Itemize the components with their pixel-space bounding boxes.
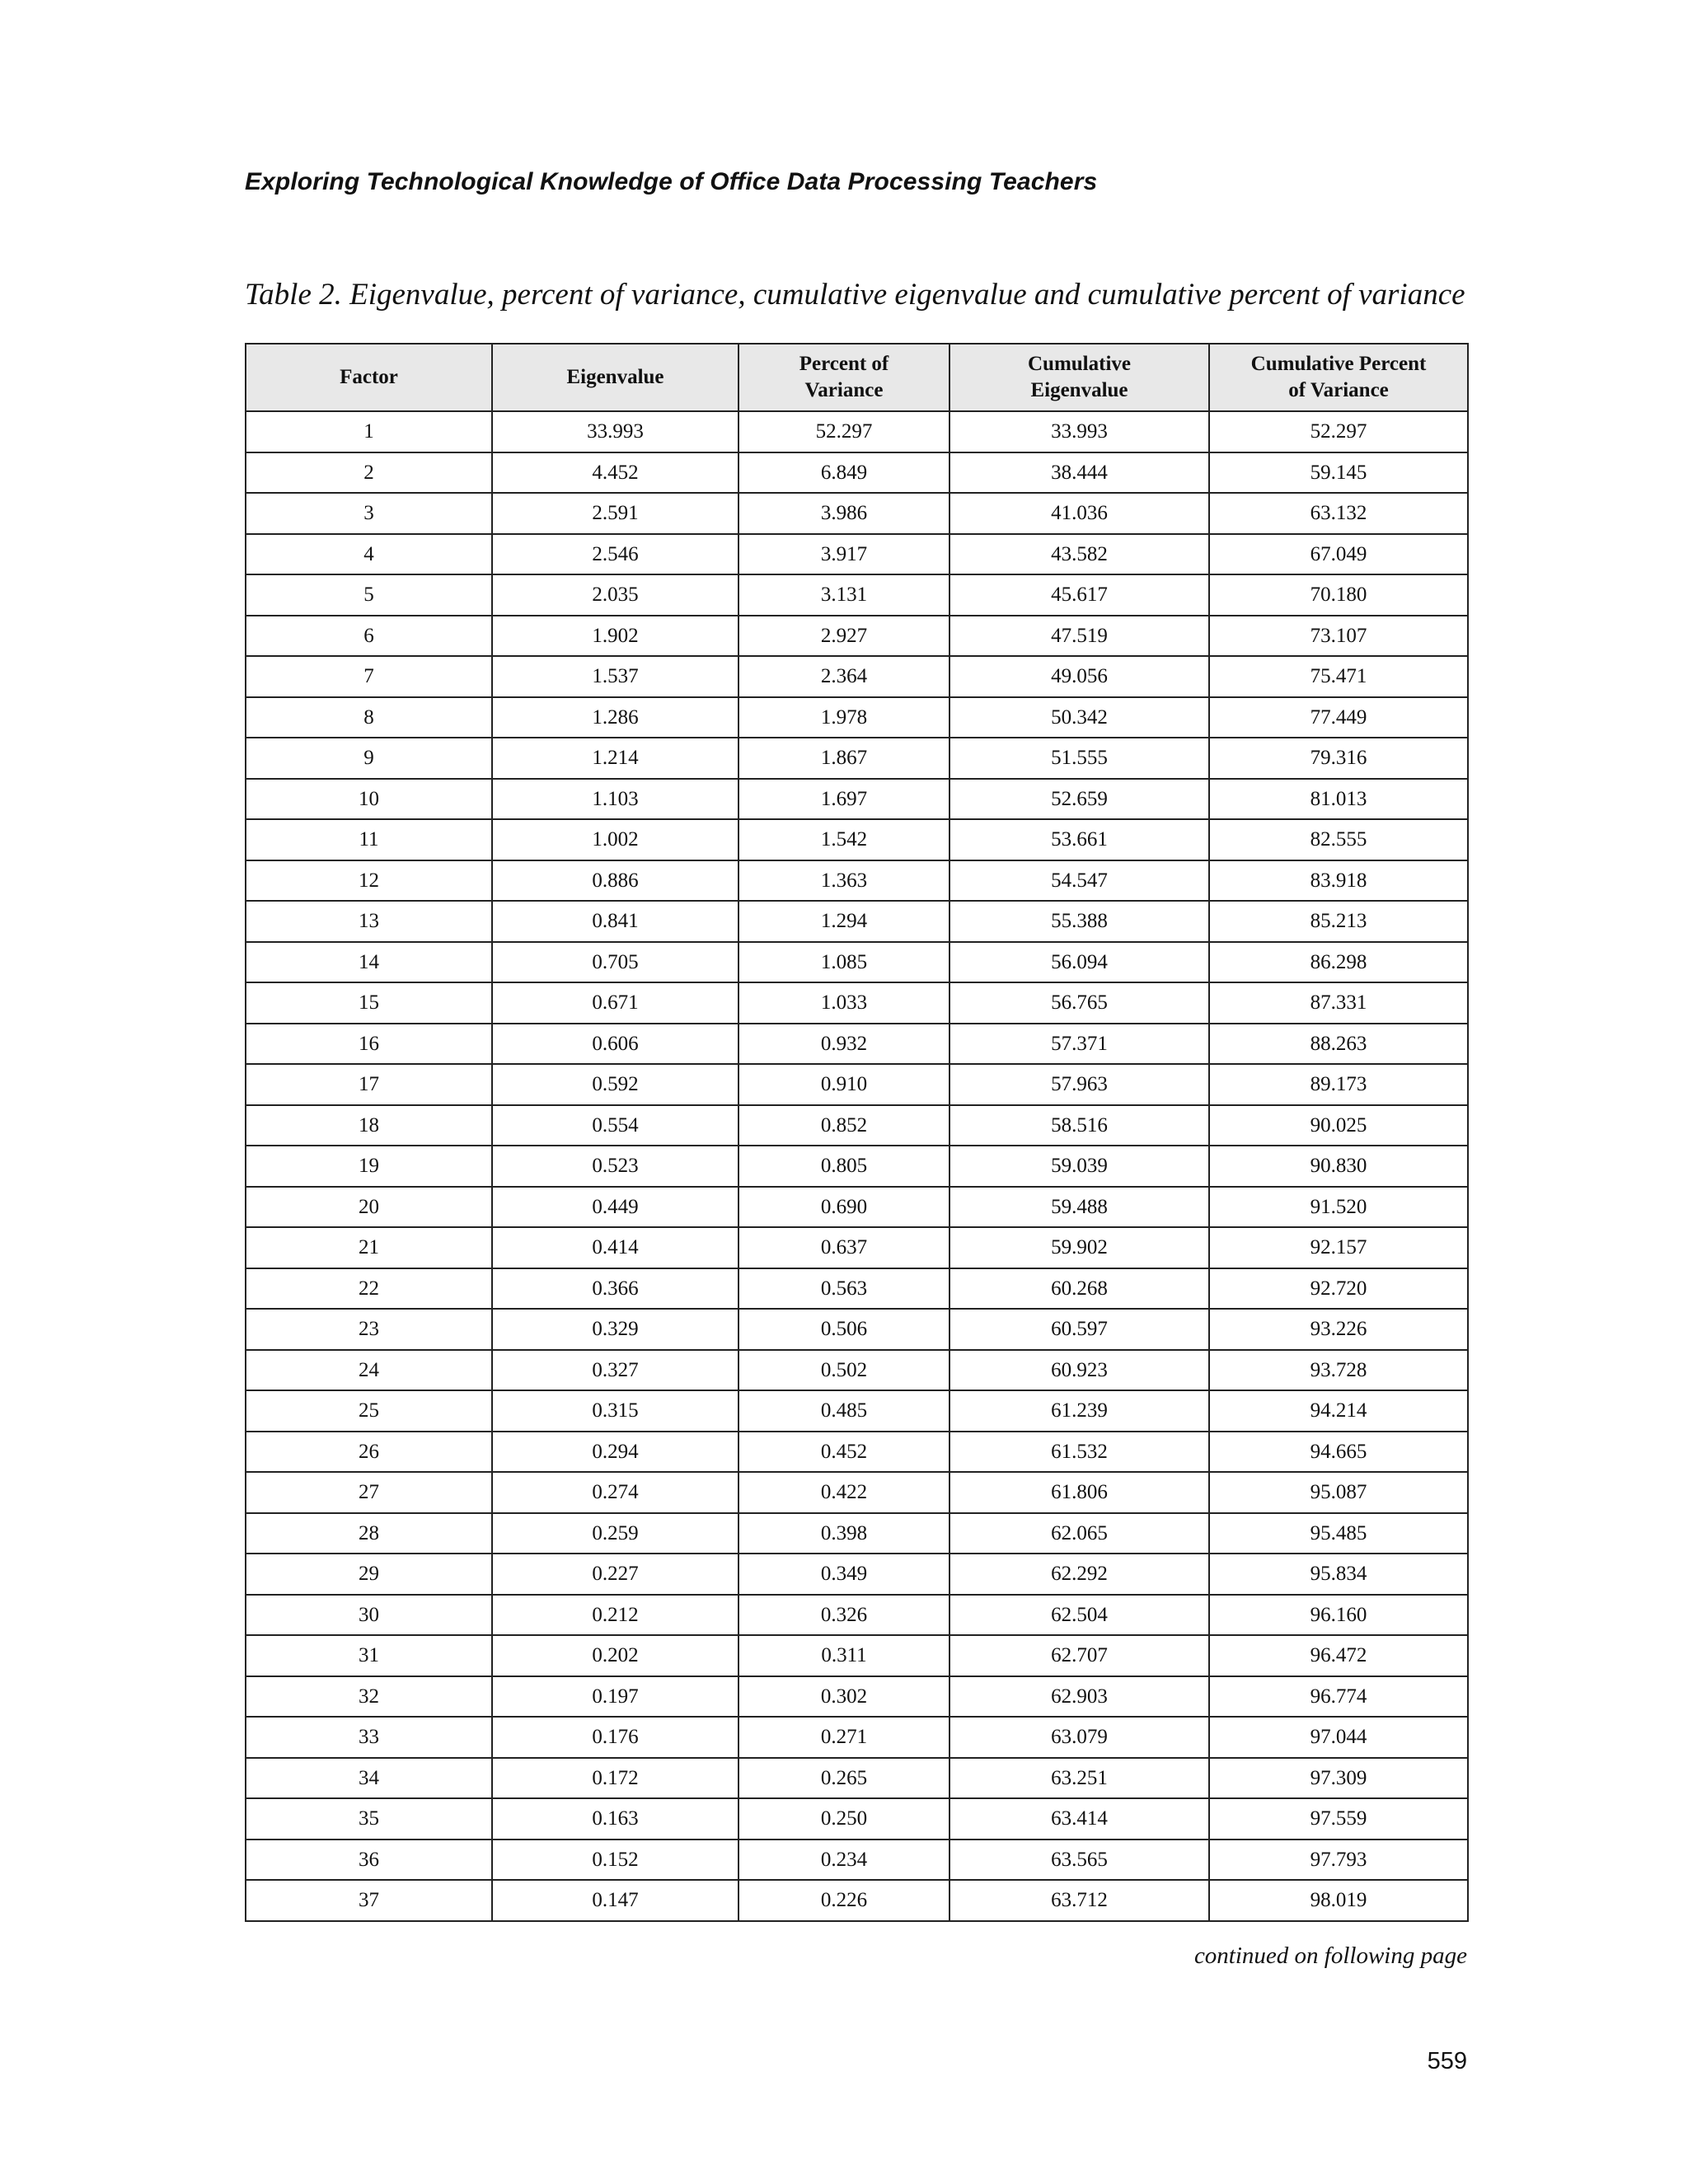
header-factor	[246, 344, 492, 411]
cell-cumulative-eigenvalue: 52.659	[950, 779, 1209, 820]
cell-percent-of-variance: 0.311	[738, 1635, 950, 1676]
cell-factor: 12	[246, 860, 492, 902]
cell-percent-of-variance: 0.398	[738, 1513, 950, 1554]
table-row	[246, 1105, 1468, 1146]
cell-cumulative-percent: 97.559	[1209, 1798, 1468, 1840]
cell-percent-of-variance: 1.363	[738, 860, 950, 902]
cell-cumulative-percent: 96.472	[1209, 1635, 1468, 1676]
cell-cumulative-eigenvalue: 63.079	[950, 1717, 1209, 1758]
table-row	[246, 1350, 1468, 1391]
cell-percent-of-variance: 0.805	[738, 1146, 950, 1187]
cell-factor: 37	[246, 1880, 492, 1921]
cell-cumulative-eigenvalue: 57.963	[950, 1064, 1209, 1105]
cell-percent-of-variance: 1.867	[738, 738, 950, 779]
table-row	[246, 1024, 1468, 1065]
cell-cumulative-percent: 96.774	[1209, 1676, 1468, 1718]
cell-factor: 6	[246, 616, 492, 657]
cell-percent-of-variance: 1.294	[738, 901, 950, 942]
cell-cumulative-percent: 90.025	[1209, 1105, 1468, 1146]
cell-cumulative-eigenvalue: 57.371	[950, 1024, 1209, 1065]
cell-percent-of-variance: 0.226	[738, 1880, 950, 1921]
running-head: Exploring Technological Knowledge of Office Data Processing Teachers	[245, 168, 1098, 195]
cell-factor: 27	[246, 1472, 492, 1513]
table-row	[246, 1554, 1468, 1595]
cell-cumulative-percent: 85.213	[1209, 901, 1468, 942]
table-row	[246, 1513, 1468, 1554]
table-row	[246, 901, 1468, 942]
cell-eigenvalue: 0.294	[492, 1432, 738, 1473]
cell-cumulative-eigenvalue: 63.565	[950, 1840, 1209, 1881]
cell-cumulative-eigenvalue: 60.923	[950, 1350, 1209, 1391]
cell-eigenvalue: 0.449	[492, 1187, 738, 1228]
header-line: Percent of	[799, 353, 889, 375]
cell-factor: 9	[246, 738, 492, 779]
cell-eigenvalue: 0.163	[492, 1798, 738, 1840]
table-row	[246, 1268, 1468, 1310]
table-row	[246, 616, 1468, 657]
table-row	[246, 738, 1468, 779]
cell-cumulative-eigenvalue: 59.039	[950, 1146, 1209, 1187]
cell-cumulative-percent: 73.107	[1209, 616, 1468, 657]
table-row	[246, 493, 1468, 534]
cell-cumulative-percent: 86.298	[1209, 942, 1468, 983]
cell-eigenvalue: 1.902	[492, 616, 738, 657]
cell-cumulative-eigenvalue: 62.707	[950, 1635, 1209, 1676]
table-row	[246, 860, 1468, 902]
cell-cumulative-eigenvalue: 33.993	[950, 411, 1209, 452]
cell-factor: 11	[246, 819, 492, 860]
cell-factor: 22	[246, 1268, 492, 1310]
table-row	[246, 1595, 1468, 1636]
cell-cumulative-percent: 52.297	[1209, 411, 1468, 452]
cell-factor: 24	[246, 1350, 492, 1391]
cell-cumulative-percent: 96.160	[1209, 1595, 1468, 1636]
cell-cumulative-percent: 95.485	[1209, 1513, 1468, 1554]
cell-cumulative-percent: 91.520	[1209, 1187, 1468, 1228]
cell-cumulative-eigenvalue: 41.036	[950, 493, 1209, 534]
table-row	[246, 1472, 1468, 1513]
table-row	[246, 982, 1468, 1024]
header-line: Eigenvalue	[566, 366, 664, 388]
cell-percent-of-variance: 1.085	[738, 942, 950, 983]
cell-cumulative-percent: 67.049	[1209, 534, 1468, 575]
cell-eigenvalue: 0.259	[492, 1513, 738, 1554]
cell-factor: 18	[246, 1105, 492, 1146]
cell-factor: 7	[246, 656, 492, 697]
cell-percent-of-variance: 0.422	[738, 1472, 950, 1513]
cell-cumulative-eigenvalue: 47.519	[950, 616, 1209, 657]
cell-factor: 16	[246, 1024, 492, 1065]
cell-cumulative-eigenvalue: 56.765	[950, 982, 1209, 1024]
table-row	[246, 1635, 1468, 1676]
cell-cumulative-eigenvalue: 49.056	[950, 656, 1209, 697]
cell-percent-of-variance: 0.265	[738, 1758, 950, 1799]
cell-percent-of-variance: 0.349	[738, 1554, 950, 1595]
table-row	[246, 1227, 1468, 1268]
cell-cumulative-eigenvalue: 38.444	[950, 452, 1209, 494]
cell-percent-of-variance: 0.234	[738, 1840, 950, 1881]
table-header	[246, 344, 1468, 411]
cell-factor: 10	[246, 779, 492, 820]
cell-eigenvalue: 1.286	[492, 697, 738, 738]
cell-eigenvalue: 2.591	[492, 493, 738, 534]
header-eigenvalue	[492, 344, 738, 411]
cell-factor: 26	[246, 1432, 492, 1473]
cell-eigenvalue: 1.002	[492, 819, 738, 860]
table-row	[246, 574, 1468, 616]
cell-factor: 32	[246, 1676, 492, 1718]
cell-cumulative-eigenvalue: 62.504	[950, 1595, 1209, 1636]
cell-eigenvalue: 0.227	[492, 1554, 738, 1595]
cell-cumulative-percent: 79.316	[1209, 738, 1468, 779]
cell-cumulative-eigenvalue: 62.903	[950, 1676, 1209, 1718]
cell-percent-of-variance: 1.033	[738, 982, 950, 1024]
cell-percent-of-variance: 0.502	[738, 1350, 950, 1391]
eigenvalue-table	[245, 343, 1469, 1922]
cell-cumulative-eigenvalue: 63.712	[950, 1880, 1209, 1921]
cell-factor: 36	[246, 1840, 492, 1881]
continued-note: continued on following page	[1193, 1943, 1467, 1969]
eigenvalue-table-container	[245, 343, 1467, 1922]
header-line: of Variance	[1288, 379, 1389, 401]
table-row	[246, 1798, 1468, 1840]
cell-cumulative-percent: 97.793	[1209, 1840, 1468, 1881]
cell-factor: 13	[246, 901, 492, 942]
cell-percent-of-variance: 0.302	[738, 1676, 950, 1718]
cell-percent-of-variance: 3.986	[738, 493, 950, 534]
cell-cumulative-percent: 95.087	[1209, 1472, 1468, 1513]
cell-cumulative-eigenvalue: 60.597	[950, 1309, 1209, 1350]
cell-percent-of-variance: 0.637	[738, 1227, 950, 1268]
cell-factor: 35	[246, 1798, 492, 1840]
cell-percent-of-variance: 3.917	[738, 534, 950, 575]
cell-eigenvalue: 0.414	[492, 1227, 738, 1268]
cell-percent-of-variance: 0.506	[738, 1309, 950, 1350]
cell-cumulative-percent: 63.132	[1209, 493, 1468, 534]
cell-cumulative-percent: 92.720	[1209, 1268, 1468, 1310]
cell-eigenvalue: 0.671	[492, 982, 738, 1024]
cell-eigenvalue: 0.202	[492, 1635, 738, 1676]
cell-eigenvalue: 0.197	[492, 1676, 738, 1718]
cell-percent-of-variance: 0.932	[738, 1024, 950, 1065]
cell-cumulative-eigenvalue: 58.516	[950, 1105, 1209, 1146]
cell-factor: 30	[246, 1595, 492, 1636]
table-row	[246, 1676, 1468, 1718]
table-row	[246, 1880, 1468, 1921]
table-body	[246, 411, 1468, 1921]
cell-cumulative-percent: 83.918	[1209, 860, 1468, 902]
cell-eigenvalue: 0.606	[492, 1024, 738, 1065]
cell-cumulative-percent: 97.044	[1209, 1717, 1468, 1758]
cell-percent-of-variance: 2.927	[738, 616, 950, 657]
cell-cumulative-percent: 90.830	[1209, 1146, 1468, 1187]
cell-eigenvalue: 0.554	[492, 1105, 738, 1146]
header-line: Cumulative	[1028, 353, 1131, 375]
cell-percent-of-variance: 0.690	[738, 1187, 950, 1228]
cell-eigenvalue: 4.452	[492, 452, 738, 494]
cell-eigenvalue: 2.035	[492, 574, 738, 616]
cell-cumulative-eigenvalue: 55.388	[950, 901, 1209, 942]
cell-percent-of-variance: 1.978	[738, 697, 950, 738]
cell-factor: 19	[246, 1146, 492, 1187]
cell-cumulative-eigenvalue: 50.342	[950, 697, 1209, 738]
cell-eigenvalue: 1.537	[492, 656, 738, 697]
cell-factor: 33	[246, 1717, 492, 1758]
table-row	[246, 942, 1468, 983]
table-row	[246, 1064, 1468, 1105]
header-percent-of-variance	[738, 344, 950, 411]
cell-factor: 21	[246, 1227, 492, 1268]
header-line: Eigenvalue	[1030, 379, 1128, 401]
header-cumulative-percent-of-variance	[1209, 344, 1468, 411]
cell-cumulative-percent: 95.834	[1209, 1554, 1468, 1595]
table-row	[246, 1146, 1468, 1187]
cell-eigenvalue: 1.214	[492, 738, 738, 779]
cell-factor: 25	[246, 1390, 492, 1432]
cell-cumulative-eigenvalue: 54.547	[950, 860, 1209, 902]
cell-factor: 28	[246, 1513, 492, 1554]
table-row	[246, 452, 1468, 494]
cell-percent-of-variance: 0.326	[738, 1595, 950, 1636]
cell-percent-of-variance: 1.697	[738, 779, 950, 820]
cell-cumulative-percent: 70.180	[1209, 574, 1468, 616]
cell-cumulative-eigenvalue: 45.617	[950, 574, 1209, 616]
table-row	[246, 819, 1468, 860]
cell-cumulative-eigenvalue: 59.488	[950, 1187, 1209, 1228]
table-row	[246, 1432, 1468, 1473]
cell-factor: 15	[246, 982, 492, 1024]
cell-cumulative-eigenvalue: 63.251	[950, 1758, 1209, 1799]
cell-cumulative-percent: 75.471	[1209, 656, 1468, 697]
cell-cumulative-eigenvalue: 60.268	[950, 1268, 1209, 1310]
table-row	[246, 1840, 1468, 1881]
cell-percent-of-variance: 0.910	[738, 1064, 950, 1105]
cell-eigenvalue: 0.592	[492, 1064, 738, 1105]
cell-percent-of-variance: 0.250	[738, 1798, 950, 1840]
cell-cumulative-percent: 97.309	[1209, 1758, 1468, 1799]
table-row	[246, 1187, 1468, 1228]
cell-cumulative-percent: 89.173	[1209, 1064, 1468, 1105]
cell-eigenvalue: 0.327	[492, 1350, 738, 1391]
cell-cumulative-eigenvalue: 56.094	[950, 942, 1209, 983]
cell-cumulative-eigenvalue: 62.065	[950, 1513, 1209, 1554]
cell-cumulative-eigenvalue: 59.902	[950, 1227, 1209, 1268]
cell-percent-of-variance: 0.563	[738, 1268, 950, 1310]
table-row	[246, 656, 1468, 697]
cell-cumulative-percent: 77.449	[1209, 697, 1468, 738]
cell-factor: 5	[246, 574, 492, 616]
cell-percent-of-variance: 6.849	[738, 452, 950, 494]
cell-eigenvalue: 0.172	[492, 1758, 738, 1799]
cell-eigenvalue: 0.176	[492, 1717, 738, 1758]
cell-eigenvalue: 0.705	[492, 942, 738, 983]
cell-percent-of-variance: 52.297	[738, 411, 950, 452]
cell-eigenvalue: 0.147	[492, 1880, 738, 1921]
cell-factor: 20	[246, 1187, 492, 1228]
cell-factor: 14	[246, 942, 492, 983]
cell-percent-of-variance: 2.364	[738, 656, 950, 697]
cell-percent-of-variance: 0.452	[738, 1432, 950, 1473]
header-line: Factor	[340, 366, 398, 388]
cell-cumulative-eigenvalue: 43.582	[950, 534, 1209, 575]
cell-eigenvalue: 0.274	[492, 1472, 738, 1513]
cell-eigenvalue: 0.366	[492, 1268, 738, 1310]
cell-percent-of-variance: 0.271	[738, 1717, 950, 1758]
cell-factor: 31	[246, 1635, 492, 1676]
cell-cumulative-eigenvalue: 61.532	[950, 1432, 1209, 1473]
cell-factor: 4	[246, 534, 492, 575]
cell-cumulative-eigenvalue: 61.239	[950, 1390, 1209, 1432]
cell-cumulative-eigenvalue: 62.292	[950, 1554, 1209, 1595]
cell-factor: 2	[246, 452, 492, 494]
table-row	[246, 1758, 1468, 1799]
cell-cumulative-percent: 87.331	[1209, 982, 1468, 1024]
cell-cumulative-percent: 81.013	[1209, 779, 1468, 820]
cell-eigenvalue: 0.315	[492, 1390, 738, 1432]
cell-cumulative-percent: 93.728	[1209, 1350, 1468, 1391]
table-row	[246, 1717, 1468, 1758]
cell-cumulative-percent: 93.226	[1209, 1309, 1468, 1350]
cell-cumulative-percent: 98.019	[1209, 1880, 1468, 1921]
cell-cumulative-eigenvalue: 63.414	[950, 1798, 1209, 1840]
cell-eigenvalue: 2.546	[492, 534, 738, 575]
table-row	[246, 779, 1468, 820]
cell-cumulative-percent: 94.214	[1209, 1390, 1468, 1432]
table-row	[246, 697, 1468, 738]
cell-cumulative-eigenvalue: 51.555	[950, 738, 1209, 779]
table-row	[246, 411, 1468, 452]
cell-factor: 23	[246, 1309, 492, 1350]
cell-eigenvalue: 33.993	[492, 411, 738, 452]
cell-percent-of-variance: 0.485	[738, 1390, 950, 1432]
cell-factor: 1	[246, 411, 492, 452]
cell-percent-of-variance: 1.542	[738, 819, 950, 860]
header-line: Cumulative Percent	[1250, 353, 1427, 375]
header-cumulative-eigenvalue	[950, 344, 1209, 411]
cell-cumulative-eigenvalue: 53.661	[950, 819, 1209, 860]
cell-eigenvalue: 0.329	[492, 1309, 738, 1350]
table-row	[246, 534, 1468, 575]
cell-factor: 29	[246, 1554, 492, 1595]
table-row	[246, 1309, 1468, 1350]
table-caption: Table 2. Eigenvalue, percent of variance, cumulative eigenvalue and cumulative percent of variance	[245, 278, 1465, 312]
cell-cumulative-percent: 94.665	[1209, 1432, 1468, 1473]
cell-cumulative-percent: 88.263	[1209, 1024, 1468, 1065]
cell-eigenvalue: 0.523	[492, 1146, 738, 1187]
cell-percent-of-variance: 0.852	[738, 1105, 950, 1146]
cell-factor: 17	[246, 1064, 492, 1105]
cell-eigenvalue: 0.152	[492, 1840, 738, 1881]
header-line: Variance	[804, 379, 884, 401]
page-number: 559	[1427, 2048, 1467, 2074]
table-row	[246, 1390, 1468, 1432]
cell-eigenvalue: 0.841	[492, 901, 738, 942]
cell-percent-of-variance: 3.131	[738, 574, 950, 616]
cell-factor: 34	[246, 1758, 492, 1799]
cell-factor: 8	[246, 697, 492, 738]
cell-factor: 3	[246, 493, 492, 534]
cell-eigenvalue: 0.886	[492, 860, 738, 902]
header-row	[246, 344, 1468, 411]
cell-cumulative-eigenvalue: 61.806	[950, 1472, 1209, 1513]
cell-cumulative-percent: 59.145	[1209, 452, 1468, 494]
cell-cumulative-percent: 82.555	[1209, 819, 1468, 860]
cell-eigenvalue: 0.212	[492, 1595, 738, 1636]
cell-eigenvalue: 1.103	[492, 779, 738, 820]
cell-cumulative-percent: 92.157	[1209, 1227, 1468, 1268]
